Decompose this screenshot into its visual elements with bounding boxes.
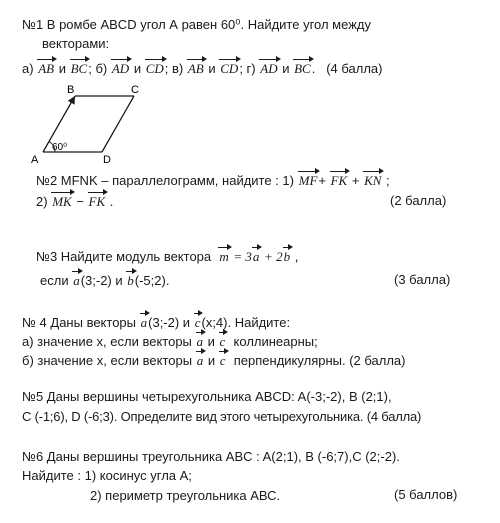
task1-line1: №1 В ромбе ABCD угол А равен 60⁰. Найдите угол между [22,17,371,32]
task5-line1: №5 Даны вершины четырехугольника ABCD: A(-3;-2), B (2;1), [22,389,392,404]
task3-points: (3 балла) [394,272,451,287]
task5-line2: C (-1;6), D (-6;3). Определите вид этого четырехугольника. (4 балла) [22,409,422,424]
task6-line2: Найдите : 1) косинус угла А; [22,468,192,483]
task4-line3: б) значение х, если векторы a и c перпендикулярны. (2 балла) [22,353,406,368]
task4-line1: № 4 Даны векторы a(3;-2) и c(x;4). Найдите: [22,315,291,330]
task1-line2: векторами: [42,36,110,51]
label-C: C [131,84,139,96]
task2-line1: №2 MFNK – параллелограмм, найдите : 1) MF+ FK + KN ; [36,173,390,188]
task1-line3: а) AB и BC; б) AD и CD; в) AB и CD; г) AD и BC. (4 балла) [22,61,383,76]
task2-line2: 2) MK − FK . [36,194,114,209]
task3-line2: если a(3;-2) и b(-5;2). [40,273,170,288]
label-A: A [31,154,39,166]
label-B: B [67,84,75,96]
label-D: D [103,154,111,166]
task2-points: (2 балла) [390,193,447,208]
angle-label: 60⁰ [52,142,68,153]
rhombus-figure [30,82,160,168]
task6-points: (5 баллов) [394,487,458,502]
task6-line1: №6 Даны вершины треугольника ABC : A(2;1), B (-6;7),C (2;-2). [22,449,400,464]
side-CD [102,96,134,152]
task4-line2: а) значение х, если векторы a и c коллинеарны; [22,334,318,349]
task6-line3: 2) периметр треугольника АВС. [90,488,281,503]
task3-line1: №3 Найдите модуль вектора m = 3a + 2b , [36,249,299,264]
